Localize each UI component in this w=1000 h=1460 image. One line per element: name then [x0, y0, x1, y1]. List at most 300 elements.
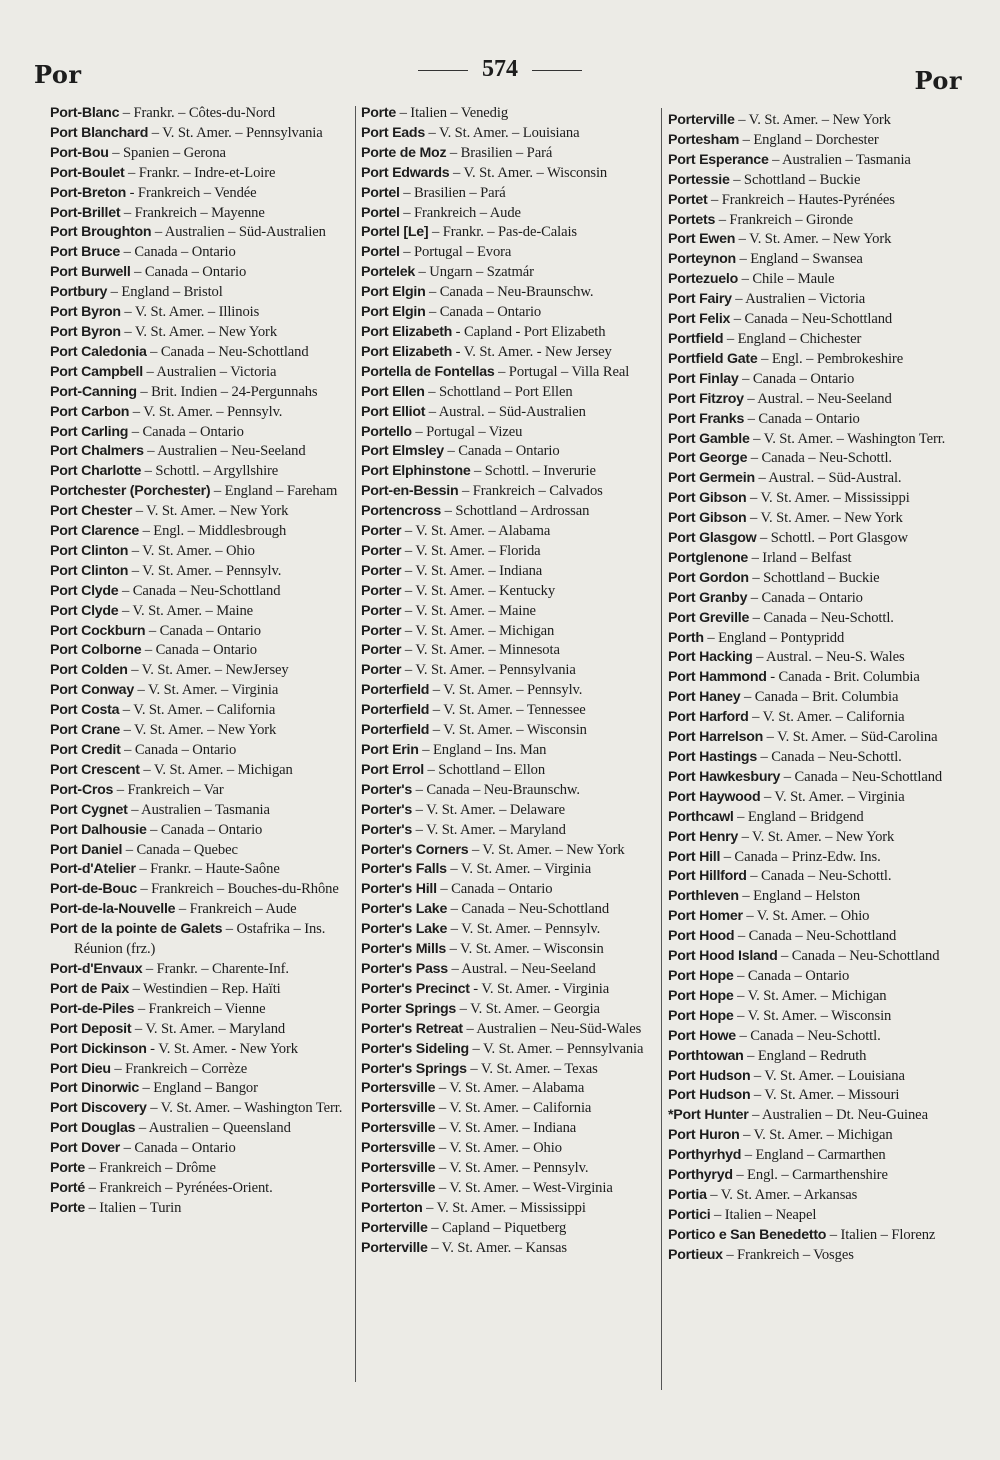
place-location: – Austral. – Neu-Seeland	[743, 390, 892, 407]
gazetteer-entry	[668, 589, 966, 609]
gazetteer-entry	[50, 880, 356, 900]
place-name: Portel [Le]	[361, 224, 429, 241]
place-location: – Canada – Neu-Schottland	[780, 768, 943, 785]
place-name: Porter's Springs	[361, 1060, 467, 1077]
place-location: – V. St. Amer. – Mississippi	[422, 1199, 586, 1216]
gazetteer-entry	[668, 1047, 966, 1067]
place-name: Port Crane	[50, 722, 121, 739]
place-location: - V. St. Amer. - New York	[146, 1040, 298, 1057]
place-name: Port Hill	[668, 848, 721, 865]
place-location: – Frankreich – Var	[113, 781, 224, 798]
place-name: Port Fitzroy	[668, 390, 744, 407]
place-name: Porterfield	[361, 682, 430, 699]
gazetteer-entry	[50, 960, 356, 980]
place-name: Portezuelo	[668, 271, 739, 288]
place-location: – Australien – Tasmania	[127, 801, 270, 818]
header-rule-right	[532, 70, 582, 71]
gazetteer-entry	[668, 668, 966, 688]
place-name: Port Elizabeth	[361, 323, 453, 340]
gazetteer-entry	[50, 223, 356, 243]
place-name: Portieux	[668, 1246, 723, 1263]
gazetteer-entry	[668, 887, 966, 907]
place-location: – V. St. Amer. – Illinois	[120, 304, 260, 321]
place-name: Porter's Mills	[361, 941, 447, 958]
place-location: – Canada – Ontario	[425, 304, 542, 321]
place-location: – Canada – Neu-Schottl.	[735, 1027, 881, 1044]
gazetteer-entry	[50, 821, 356, 841]
place-location: – V. St. Amer. – Michigan	[739, 1127, 893, 1144]
gazetteer-entry	[668, 748, 966, 768]
place-name: Port Huron	[668, 1127, 740, 1144]
gazetteer-entry	[50, 681, 356, 701]
gazetteer-entry	[668, 131, 966, 151]
place-location: – V. St. Amer. – Florida	[401, 542, 541, 559]
place-name: Porter's Corners	[361, 841, 469, 858]
place-location: – Canada – Neu-Braunschw.	[425, 284, 594, 301]
place-location: – V. St. Amer. – Tennessee	[429, 702, 586, 719]
place-name: Port Fairy	[668, 291, 732, 308]
place-name: Port Clinton	[50, 542, 129, 559]
gazetteer-entry	[50, 781, 356, 801]
place-name: Port Caledonia	[50, 343, 147, 360]
place-location: – V. St. Amer. – Pennsylv.	[429, 682, 583, 699]
place-name: Portersville	[361, 1160, 436, 1177]
place-location: – V. St. Amer. – California	[435, 1100, 592, 1117]
place-name: Portfield Gate	[668, 350, 758, 367]
place-name: Port Greville	[668, 609, 750, 626]
place-name: Port Erin	[361, 742, 419, 758]
place-name: Port Hood Island	[668, 948, 778, 965]
place-name: Porter	[361, 542, 402, 559]
gazetteer-entry	[361, 502, 659, 522]
running-head-right: Por	[914, 66, 962, 95]
place-name: Port Hacking	[668, 649, 753, 666]
place-name: Port Germein	[668, 470, 755, 487]
gazetteer-entry	[50, 502, 356, 522]
place-name: Port Dickinson	[50, 1040, 147, 1057]
gazetteer-entry	[668, 290, 966, 310]
place-name: Port-Breton	[50, 184, 127, 201]
place-location: – Canada – Ontario	[145, 622, 261, 639]
place-location: – V. St. Amer. – Pennsylv.	[129, 403, 283, 420]
place-location: – Canada – Neu-Schottl.	[749, 609, 894, 626]
gazetteer-entry	[50, 1079, 356, 1099]
place-location: – Canada – Ontario	[120, 1140, 236, 1157]
place-name: Porter's Retreat	[361, 1020, 463, 1037]
gazetteer-entry	[668, 927, 966, 947]
gazetteer-entry	[50, 701, 356, 721]
place-name: Porte	[361, 105, 397, 121]
gazetteer-entry	[50, 622, 356, 642]
gazetteer-entry	[361, 781, 659, 801]
place-name: Porthyryd	[668, 1167, 733, 1184]
place-name: Port Chester	[50, 503, 133, 520]
place-location: – Frankreich – Aude	[399, 204, 521, 221]
place-location: – V. St. Amer. – Pennsylv.	[128, 562, 282, 579]
place-location: – Schottl. – Inverurie	[470, 463, 596, 480]
place-location: – England – Ins. Man	[418, 742, 547, 758]
place-name: Port Carbon	[50, 403, 130, 420]
place-location: – Canada – Neu-Schottland	[777, 948, 940, 965]
gazetteer-entry	[361, 144, 659, 164]
place-location: – Portugal – Evora	[399, 244, 512, 261]
gazetteer-entry	[361, 184, 659, 204]
gazetteer-entry	[361, 223, 659, 243]
place-name: Portersville	[361, 1179, 436, 1196]
place-name: Port Bruce	[50, 244, 121, 261]
gazetteer-entry	[668, 1226, 966, 1246]
gazetteer-entry	[361, 821, 659, 841]
place-name: Port Dover	[50, 1140, 121, 1157]
place-name: Port Hudson	[668, 1067, 751, 1084]
gazetteer-entry	[668, 469, 966, 489]
place-name: Port Broughton	[50, 224, 152, 241]
place-location: – Canada – Prinz-Edw. Ins.	[720, 848, 881, 865]
place-location: – Schottland – Ardrossan	[441, 503, 590, 520]
place-name: Port Hope	[668, 987, 734, 1004]
gazetteer-entry	[668, 728, 966, 748]
gazetteer-entry	[50, 741, 356, 761]
place-location: – Canada – Neu-Schottland	[447, 901, 610, 918]
place-name: Portersville	[361, 1100, 436, 1117]
place-location: – Frankreich – Calvados	[458, 483, 603, 500]
place-name: Portersville	[361, 1080, 436, 1097]
gazetteer-entry	[361, 442, 659, 462]
gazetteer-entry	[668, 1186, 966, 1206]
gazetteer-entry	[361, 661, 659, 681]
gazetteer-entry	[50, 462, 356, 482]
place-name: Port de la pointe de Galets	[50, 921, 223, 938]
place-location: – V. St. Amer. – Ohio	[128, 542, 255, 559]
place-location: – Canada – Ontario	[130, 264, 247, 281]
place-location: – Frankr. – Haute-Saône	[135, 861, 280, 878]
gazetteer-entry	[361, 1159, 659, 1179]
place-name: Port Hood	[668, 928, 735, 945]
place-location: – Schottland – Buckie	[748, 569, 880, 586]
gazetteer-entry	[50, 900, 356, 920]
place-name: Portesham	[668, 131, 740, 148]
gazetteer-entry	[361, 721, 659, 741]
place-name: Porter's Lake	[361, 921, 448, 938]
column-1	[50, 104, 356, 1219]
place-location: – Australien – Dt. Neu-Guinea	[748, 1107, 928, 1124]
place-location: – England – Bridgend	[733, 808, 864, 825]
place-name: Port Cockburn	[50, 622, 146, 639]
place-name: Port Hillford	[668, 868, 747, 885]
place-location: – Frankr. – Côtes-du-Nord	[119, 105, 276, 121]
place-name: Port Crescent	[50, 761, 140, 778]
gazetteer-entry	[668, 609, 966, 629]
gazetteer-entry	[668, 648, 966, 668]
place-name: Port-Brillet	[50, 204, 121, 221]
place-name: Porter's Precinct	[361, 980, 470, 997]
place-location: – England – Fareham	[210, 483, 338, 500]
place-name: Port Burwell	[50, 264, 131, 281]
place-name: Porter's	[361, 801, 413, 818]
place-location: – V. St. Amer. – New York	[734, 112, 891, 128]
gazetteer-entry	[668, 1206, 966, 1226]
gazetteer-entry	[668, 848, 966, 868]
place-location: – Schottland – Ellon	[423, 761, 546, 778]
place-location: – Engl. – Pembrokeshire	[757, 350, 904, 367]
place-name: Portet	[668, 191, 708, 208]
gazetteer-entry	[361, 741, 659, 761]
place-location: – V. St. Amer. – Indiana	[401, 562, 543, 579]
place-location: – V. St. Amer. – Süd-Carolina	[763, 729, 938, 746]
gazetteer-entry	[50, 582, 356, 602]
gazetteer-entry	[50, 184, 356, 204]
gazetteer-entry	[361, 482, 659, 502]
gazetteer-entry	[50, 721, 356, 741]
place-location: – Canada – Neu-Schottland	[146, 343, 309, 360]
place-location: – Frankr. – Indre-et-Loire	[124, 164, 276, 181]
gazetteer-entry	[50, 1119, 356, 1139]
place-name: Portencross	[361, 503, 442, 520]
place-location: – Canada – Ontario	[120, 244, 236, 261]
gazetteer-entry	[361, 1119, 659, 1139]
place-location: – V. St. Amer. – Pennsylvania	[401, 662, 576, 679]
place-location: – V. St. Amer. – Alabama	[401, 523, 551, 540]
gazetteer-entry	[50, 423, 356, 443]
gazetteer-entry	[668, 828, 966, 848]
place-location: – Canada – Neu-Braunschw.	[412, 781, 580, 798]
gazetteer-entry	[668, 629, 966, 649]
place-name: Portchester (Porchester)	[50, 483, 211, 500]
gazetteer-entry	[50, 841, 356, 861]
place-location: - Frankreich – Vendée	[126, 184, 257, 201]
gazetteer-entry	[50, 204, 356, 224]
place-location: – Spanien – Gerona	[108, 144, 226, 161]
place-name: Port Clarence	[50, 523, 140, 540]
place-location: – Canada – Ontario	[120, 742, 237, 758]
place-name: Porter's Falls	[361, 861, 447, 878]
place-location: – Canada – Ontario	[738, 370, 855, 387]
place-location: – Frankreich – Mayenne	[120, 204, 265, 221]
place-name: Port Harford	[668, 709, 749, 726]
place-name: Port-Bou	[50, 144, 109, 161]
place-location: – V. St. Amer. – Ohio	[742, 908, 870, 925]
gazetteer-entry	[361, 522, 659, 542]
place-name: Port Deposit	[50, 1020, 132, 1037]
gazetteer-entry	[361, 403, 659, 423]
place-name: Porter	[361, 602, 402, 619]
place-location: - V. St. Amer. - New Jersey	[452, 343, 612, 360]
place-location: – Australien – Neu-Seeland	[143, 443, 306, 460]
gazetteer-entry	[50, 263, 356, 283]
place-name: Porter's	[361, 821, 413, 838]
place-location: – V. St. Amer. – NewJersey	[127, 662, 289, 679]
place-name: Port-d'Envaux	[50, 960, 143, 977]
place-location: – Italien – Turin	[85, 1199, 182, 1216]
place-location: – V. St. Amer. – Washington Terr.	[749, 430, 946, 447]
gazetteer-entry	[50, 442, 356, 462]
place-location: – V. St. Amer. – Louisiana	[424, 124, 580, 141]
place-location: – Engl. – Carmarthenshire	[732, 1167, 888, 1184]
gazetteer-entry	[668, 310, 966, 330]
gazetteer-entry	[668, 708, 966, 728]
place-location: – England – Bristol	[107, 284, 223, 301]
place-location: – Portugal – Vizeu	[411, 423, 523, 440]
place-location: – Frankreich – Aude	[175, 901, 297, 918]
place-name: Port Credit	[50, 742, 121, 758]
place-name: Port Gibson	[668, 510, 747, 527]
place-location: – Portugal – Villa Real	[494, 363, 630, 380]
place-location: – Frankreich – Hautes-Pyrénées	[707, 191, 895, 208]
place-name: Port Blanchard	[50, 124, 149, 141]
place-name: Port Ewen	[668, 231, 736, 248]
gazetteer-entry	[361, 801, 659, 821]
place-location: – V. St. Amer. – Louisiana	[750, 1067, 905, 1084]
gazetteer-entry	[50, 363, 356, 383]
gazetteer-entry	[361, 1179, 659, 1199]
gazetteer-entry	[361, 900, 659, 920]
place-name: Portel	[361, 184, 400, 201]
place-location: – Canada – Ontario	[436, 881, 553, 898]
place-location: – V. St. Amer. – Maine	[401, 602, 536, 619]
place-name: Porter Springs	[361, 1000, 457, 1017]
gazetteer-entry	[361, 841, 659, 861]
place-location: – Canada – Neu-Schottland	[734, 928, 897, 945]
header-rule-left	[418, 70, 468, 71]
gazetteer-entry	[50, 562, 356, 582]
gazetteer-entry	[361, 462, 659, 482]
place-name: Port Homer	[668, 908, 743, 925]
place-location: – V. St. Amer. – Virginia	[760, 788, 905, 805]
place-location: – Frankr. – Pas-de-Calais	[428, 224, 577, 241]
place-name: Port-Blanc	[50, 105, 120, 121]
gazetteer-entry	[361, 283, 659, 303]
gazetteer-entry	[361, 562, 659, 582]
gazetteer-entry	[50, 383, 356, 403]
gazetteer-entry	[50, 303, 356, 323]
gazetteer-entry	[361, 1139, 659, 1159]
place-name: Port-de-Bouc	[50, 881, 137, 898]
place-name: Port Dieu	[50, 1060, 111, 1077]
place-location: – England – Swansea	[735, 251, 863, 268]
place-location: – Capland – Piquetberg	[427, 1219, 567, 1236]
gazetteer-entry	[50, 243, 356, 263]
place-name: Porter	[361, 523, 402, 540]
place-location: – V. St. Amer. – Michigan	[733, 987, 887, 1004]
gazetteer-entry	[361, 204, 659, 224]
column-divider-2	[661, 108, 662, 1390]
place-location: – England – Bangor	[138, 1080, 258, 1097]
place-name: Port Gamble	[668, 430, 750, 447]
gazetteer-entry	[668, 410, 966, 430]
place-location: – Schottl. – Argyllshire	[141, 463, 279, 480]
place-location: – V. St. Amer. – West-Virginia	[435, 1179, 613, 1196]
place-name: Port de Paix	[50, 980, 130, 997]
gazetteer-entry	[361, 124, 659, 144]
place-name: Port-de-Piles	[50, 1000, 135, 1017]
place-location: – Austral. – Süd-Australien	[425, 403, 586, 420]
place-name: Porter	[361, 622, 402, 639]
gazetteer-entry	[668, 1146, 966, 1166]
gazetteer-entry	[668, 350, 966, 370]
page-number-header	[0, 56, 1000, 83]
place-name: Port Chalmers	[50, 443, 144, 460]
place-name: Porterville	[361, 1219, 428, 1236]
gazetteer-entry	[668, 987, 966, 1007]
place-name: Porté	[50, 1179, 86, 1196]
gazetteer-entry	[361, 1219, 659, 1239]
gazetteer-entry	[668, 171, 966, 191]
gazetteer-entry	[668, 330, 966, 350]
place-name: Port Daniel	[50, 841, 123, 858]
place-location: – V. St. Amer. – Wisconsin	[733, 1007, 892, 1024]
gazetteer-entry	[668, 1106, 966, 1126]
place-name: Port Elliot	[361, 403, 426, 420]
place-name: Port Hope	[668, 1007, 734, 1024]
place-location: – Australien – Süd-Australien	[151, 224, 326, 241]
place-location: – V. St. Amer. – Pennsylvania	[468, 1040, 644, 1057]
place-name: Porter's Lake	[361, 901, 448, 918]
place-location: – V. St. Amer. – Indiana	[435, 1120, 577, 1137]
gazetteer-entry	[668, 191, 966, 211]
place-name: Porte	[50, 1199, 86, 1216]
place-name: Port Granby	[668, 589, 748, 606]
place-name: Port Conway	[50, 682, 134, 699]
gazetteer-entry	[50, 920, 356, 960]
place-location: – Canada – Neu-Schottl.	[756, 749, 902, 765]
gazetteer-entry	[668, 768, 966, 788]
gazetteer-entry	[361, 243, 659, 263]
place-location: – V. St. Amer. – Pennsylv.	[435, 1160, 589, 1177]
gazetteer-entry	[668, 151, 966, 171]
gazetteer-entry	[361, 1040, 659, 1060]
gazetteer-entry	[50, 124, 356, 144]
place-location: – Australien – Victoria	[731, 291, 866, 308]
place-name: Porter's Hill	[361, 881, 437, 898]
place-name: Port Discovery	[50, 1100, 147, 1117]
gazetteer-entry	[668, 569, 966, 589]
gazetteer-entry	[361, 323, 659, 343]
gazetteer-entry	[50, 801, 356, 821]
gazetteer-entry	[50, 522, 356, 542]
gazetteer-entry	[668, 111, 966, 131]
gazetteer-entry	[668, 211, 966, 231]
place-name: Porterville	[361, 1239, 428, 1256]
place-name: Port Campbell	[50, 363, 143, 380]
place-name: Port-en-Bessin	[361, 483, 459, 500]
gazetteer-entry	[361, 761, 659, 781]
place-location: – Canada – Ontario	[146, 821, 263, 838]
gazetteer-entry	[50, 1159, 356, 1179]
place-location: – Frankreich – Pyrénées-Orient.	[85, 1179, 273, 1196]
place-location: – England – Helston	[738, 888, 861, 905]
place-location: – Canada – Brit. Columbia	[740, 689, 899, 706]
gazetteer-entry	[668, 390, 966, 410]
place-name: Port Hudson	[668, 1087, 751, 1104]
place-name: Porth	[668, 629, 704, 646]
gazetteer-entry	[361, 641, 659, 661]
place-name: Porter	[361, 662, 402, 679]
place-location: – V. St. Amer. – Kentucky	[401, 582, 556, 599]
place-location: - Canada - Brit. Columbia	[766, 669, 920, 686]
gazetteer-entry	[50, 860, 356, 880]
place-location: – V. St. Amer. – Alabama	[435, 1080, 585, 1097]
gazetteer-entry	[361, 880, 659, 900]
place-location: – Austral. – Süd-Austral.	[754, 470, 902, 487]
place-location: – Australien – Victoria	[142, 363, 277, 380]
gazetteer-entry	[50, 104, 356, 124]
place-location: – England – Pontypridd	[703, 629, 845, 646]
place-name: Port George	[668, 450, 748, 467]
gazetteer-entry	[361, 582, 659, 602]
place-location: – V. St. Amer. – Arkansas	[706, 1186, 858, 1203]
place-name: Porter	[361, 582, 402, 599]
place-location: – V. St. Amer. – Missouri	[750, 1087, 900, 1104]
